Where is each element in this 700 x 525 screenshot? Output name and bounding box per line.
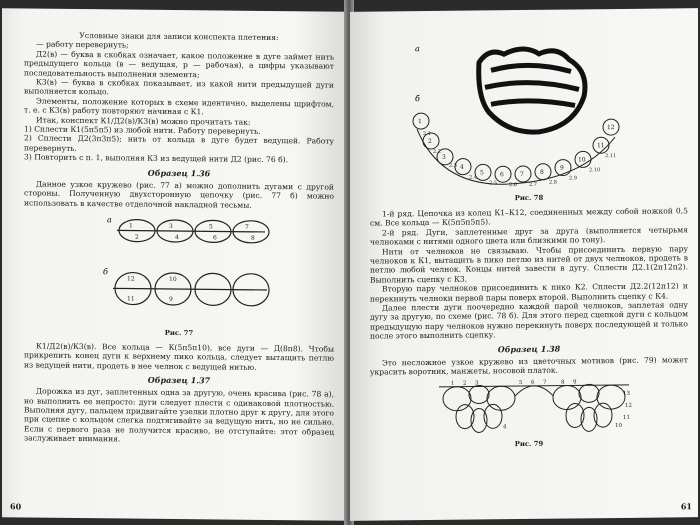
figure-77-num: 8 bbox=[251, 234, 255, 242]
legend-item: — работу перевернуть; bbox=[36, 39, 129, 50]
figure-79-num: 1 bbox=[451, 380, 455, 387]
figure-79-caption: Рис. 79 bbox=[514, 439, 544, 448]
row-1-text: 1-й ряд. Цепочка из колец К1–К12, соединенных между собой ножкой 0,5 см. Все кольца — К(5п5п5п5). bbox=[370, 206, 688, 229]
page-number-right: 61 bbox=[680, 501, 692, 512]
figure-79-num: 5 bbox=[519, 379, 523, 386]
sample-1-36-title: Образец 1.36 bbox=[147, 167, 211, 179]
sample-1-37-text: Дорожка из дуг, заплетенных одна за другую, очень красива (рис. 78 а), но выполнить ее непросто: дуги следует плести с одинаковой плотностью. Выполняя дугу, пальцем придвигайте узелки плотно друг к другу, для этого при сцепке с кольцом слегка подтягивайте за ведущую нить, но не сильно. Если с первого раза не получится красиво, не отступайте: этот образец заслуживает внимания. bbox=[24, 386, 334, 444]
figure-78-arc-num: 2.2 bbox=[433, 148, 441, 155]
figure-78-num: 3 bbox=[442, 153, 446, 161]
figure-78 bbox=[379, 40, 679, 193]
figure-78-label-b: б bbox=[415, 94, 420, 104]
paragraph: Вторую пару челноков присоединить к пико К2. Сплести Д2.2(12п12) и перекинуть челноки первой пары поверх второй. Выполнить сцепку с К4. bbox=[370, 281, 688, 304]
figure-77-caption: Рис. 77 bbox=[164, 328, 194, 338]
figure-78-num: 5 bbox=[480, 169, 484, 177]
figure-78-label-a: а bbox=[415, 44, 420, 54]
figure-79-motifs bbox=[439, 383, 629, 432]
figure-78a-lace bbox=[479, 48, 585, 132]
figure-77-num: 12 bbox=[127, 275, 135, 283]
right-page bbox=[350, 8, 698, 521]
figure-79-num: 3 bbox=[475, 379, 479, 387]
sample-1-36-text: Данное узкое кружево (рис. 77 а) можно дополнить дугами с другой стороны. Полученную двухсторонную цепочку (рис. 77 б) можно использовать в качестве отделочной накладной тесьмы. bbox=[24, 179, 334, 210]
figure-78-num: 7 bbox=[520, 171, 524, 179]
figure-77-num: 5 bbox=[209, 223, 213, 231]
figure-79-num: 4 bbox=[503, 423, 507, 430]
figure-77-num: 3 bbox=[169, 222, 173, 230]
page-number-left: 60 bbox=[10, 501, 22, 512]
sample-1-38-title: Образец 1.38 bbox=[497, 343, 561, 354]
figure-77-num: 7 bbox=[245, 223, 249, 231]
figure-78-num: 9 bbox=[560, 164, 564, 172]
figure-79-num: 6 bbox=[531, 379, 535, 386]
legend-item: Итак, конспект К1/Д2(в)/К3(в) можно прочитать так: bbox=[36, 115, 251, 127]
figure-77-num: 6 bbox=[213, 234, 217, 242]
figure-79-num: 8 bbox=[561, 379, 565, 386]
figure-78b-rings bbox=[413, 111, 619, 185]
figure-77 bbox=[29, 207, 329, 328]
figure-77-num: 11 bbox=[127, 295, 135, 303]
row-2-text: 2-й ряд. Дуги, заплетенные друг за друга (выполняется четырьмя челноками с нитями одного цвета или близкими по тону). bbox=[370, 225, 688, 247]
figure-77b-rings bbox=[113, 272, 269, 306]
legend-item: Д2(в) — буква в скобках означает, какое положение в дуге займет нить предыдущего кольца (в — ведущая, р — рабочая), а цифры указывают последовательность выполнения элемента; bbox=[24, 49, 334, 79]
left-page bbox=[2, 8, 348, 521]
figure-77-num: 9 bbox=[169, 295, 173, 303]
figure-77-num: 1 bbox=[129, 222, 133, 230]
figure-78-num: 11 bbox=[597, 142, 605, 150]
figure-77-num: 2 bbox=[135, 233, 139, 241]
figure-78-num: 1 bbox=[418, 118, 422, 126]
legend-item: К3(в) — буква в скобках показывает, из какой нити предыдущей дуги выполняется кольцо. bbox=[24, 77, 334, 97]
figure-78-arc-num: 2.3 bbox=[449, 162, 457, 169]
figure-79-num: 7 bbox=[543, 379, 547, 386]
figure-78-arc-num: 2.11 bbox=[605, 153, 617, 160]
step-1: 1) Сплести К1(5п5п5) из любой нити. Работу перевернуть. bbox=[24, 124, 261, 136]
legend-item: Элементы, положение которых в схеме идентично, выделены шрифтом, т. е. с К3(в) работу повторяют начиная с К1. bbox=[24, 96, 334, 117]
figure-78-arc-num: 2.10 bbox=[589, 167, 601, 174]
figure-78-arc-num: 2.5 bbox=[489, 180, 497, 187]
figure-79-num: 11 bbox=[623, 414, 630, 421]
figure-77-label-b: б bbox=[103, 267, 108, 277]
figure-78-num: 12 bbox=[607, 124, 615, 132]
figure-78-arc-num: 2.8 bbox=[549, 179, 557, 186]
figure-78-arc-num: 2.9 bbox=[569, 175, 577, 182]
figure-79-num: 9 bbox=[573, 378, 577, 385]
figure-78-arc-num: 2.7 bbox=[529, 181, 537, 188]
figure-77-num: 10 bbox=[169, 275, 177, 283]
sample-1-37-title: Образец 1.37 bbox=[147, 374, 211, 386]
figure-79-num: 12 bbox=[625, 402, 632, 409]
figure-78-arc-num: 2.1 bbox=[423, 130, 431, 138]
figure-77-num: 4 bbox=[175, 233, 179, 241]
figure-78-arc-num: 2.4 bbox=[469, 174, 477, 181]
figure-78-num: 2 bbox=[428, 137, 432, 146]
figure-78-caption: Рис. 78 bbox=[514, 193, 544, 203]
figure-78-num: 10 bbox=[578, 156, 586, 164]
figure-77-label-a: а bbox=[107, 215, 112, 225]
step-3: 3) Повторить с п. 1, выполняя К3 из ведущей нити Д2 (рис. 76 б). bbox=[24, 152, 289, 165]
figure-78-num: 6 bbox=[500, 171, 504, 179]
figure-79-num: 13 bbox=[623, 390, 630, 397]
figure-78-num: 8 bbox=[540, 168, 544, 176]
figure-79-num: 2 bbox=[463, 380, 467, 387]
step-2: 2) Сплести Д2(3п3п5); нить от кольца в дуге будет ведущей. Работу перевернуть. bbox=[24, 133, 334, 153]
figure-78-arc-num: 2.6 bbox=[509, 182, 517, 189]
paragraph: Далее плести дуги поочередно каждой парой челноков, заплетая одну дугу за другую, по схеме (рис. 78 б). Для этого перед сцепкой дуги с кольцом предыдущую пару челноков нужно перекинуть поверх последующей и только после этого выполнить сцепку. bbox=[370, 300, 688, 341]
paragraph: Нити от челноков не связываю. Чтобы присоединить первую пару челноков к К1, вытащить в пико петлю из нитей от двух челноков, продеть в петлю любой челнок. Концы нитей завести в дугу. Сплести Д2.1(2п12п2). Выполнить сцепку с К3. bbox=[370, 243, 688, 285]
figure-79-num: 10 bbox=[615, 422, 622, 429]
legend-heading: Условные знаки для записи конспекта плетения: bbox=[79, 30, 279, 43]
sample-1-38-text: Это несложное узкое кружево из цветочных мотивов (рис. 79) может украсить воротник, манжеты, носовой платок. bbox=[370, 354, 688, 377]
figure-78-num: 4 bbox=[460, 163, 464, 171]
figure-79 bbox=[379, 374, 679, 439]
after-figure-77-text: К1/Д2(в)/К3(в). Все кольца — К(5п5п10), все дуги — Д(8п8). Чтобы прикрепить конец дуги к верхнему пико кольца, следует вытащить петлю из ведущей нити, продеть в нее челнок с ведущей нитью. bbox=[24, 341, 334, 372]
